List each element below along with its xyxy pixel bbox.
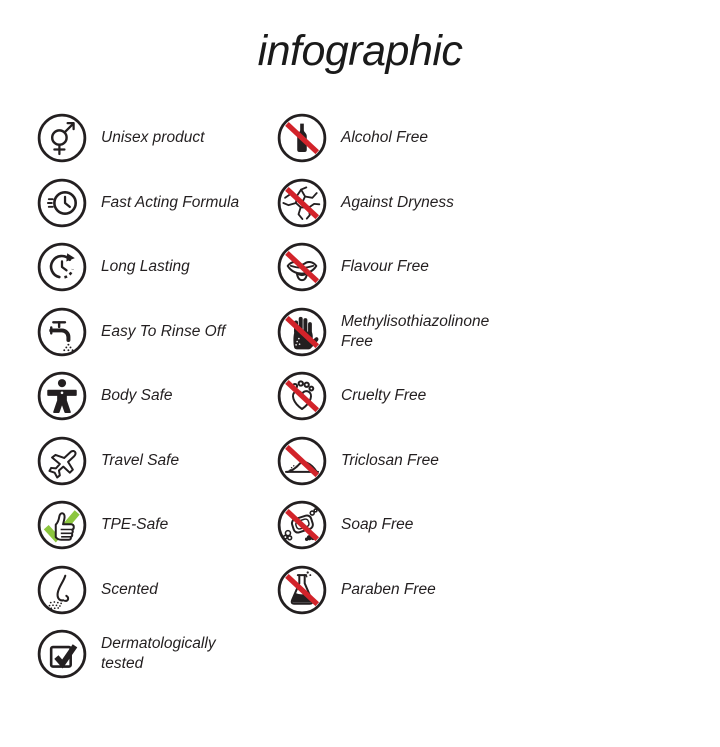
item-label: Easy To Rinse Off [101, 322, 226, 340]
item-label: Cruelty Free [341, 387, 427, 405]
infographic-item [36, 628, 276, 680]
item-label: Triclosan Free [341, 451, 439, 469]
infographic-item [276, 564, 519, 616]
unisex-icon [36, 112, 88, 164]
infographic-item [276, 370, 519, 422]
no-paraben-flask-icon [276, 564, 328, 616]
body-figure-icon [36, 370, 88, 422]
checked-box-icon [36, 628, 88, 680]
item-label: Long Lasting [101, 258, 190, 276]
airplane-icon [36, 435, 88, 487]
infographic-item [36, 306, 276, 358]
page-title: infographic [257, 27, 463, 75]
item-label: Unisex product [101, 129, 205, 147]
right-column [276, 112, 519, 680]
no-dryness-cracks-icon [276, 177, 328, 229]
long-lasting-clock-icon [36, 241, 88, 293]
infographic-item [36, 177, 276, 229]
item-label: Body Safe [101, 387, 173, 405]
infographic-item [36, 435, 276, 487]
item-label: Alcohol Free [341, 129, 429, 147]
item-label: Against Dryness [341, 193, 454, 211]
infographic-grid [36, 112, 720, 680]
red-slash [287, 188, 317, 216]
item-label: Flavour Free [341, 258, 429, 276]
infographic-item [276, 241, 519, 293]
no-flavour-mouth-icon [276, 241, 328, 293]
left-column [36, 112, 276, 680]
item-label: Fast Acting Formula [101, 193, 240, 211]
infographic-item [276, 306, 519, 358]
item-label: Soap Free [341, 516, 414, 534]
infographic-item [36, 564, 276, 616]
infographic-item [276, 435, 519, 487]
infographic-item [36, 241, 276, 293]
infographic-item [276, 112, 519, 164]
no-triclosan-powder-icon [276, 435, 328, 487]
nose-icon [36, 564, 88, 616]
no-methylisothiazolinone-hand-icon [276, 306, 328, 358]
item-label: Scented [101, 580, 158, 598]
faucet-icon [36, 306, 88, 358]
fast-acting-clock-icon [36, 177, 88, 229]
no-soap-bar-icon [276, 499, 328, 551]
item-label: Methylisothiazolinone Free [341, 312, 490, 350]
item-label: Dermatologically tested [101, 635, 216, 672]
item-label: Paraben Free [341, 580, 436, 598]
infographic-item [276, 177, 519, 229]
infographic-item [36, 112, 276, 164]
infographic-item [276, 499, 519, 551]
red-slash [287, 253, 317, 281]
thumbs-up-check-icon [36, 499, 88, 551]
item-label: Travel Safe [101, 451, 180, 469]
infographic-item [36, 499, 276, 551]
no-alcohol-bottle-icon [276, 112, 328, 164]
infographic-item [36, 370, 276, 422]
item-label: TPE-Safe [101, 516, 169, 534]
no-cruelty-paw-icon [276, 370, 328, 422]
